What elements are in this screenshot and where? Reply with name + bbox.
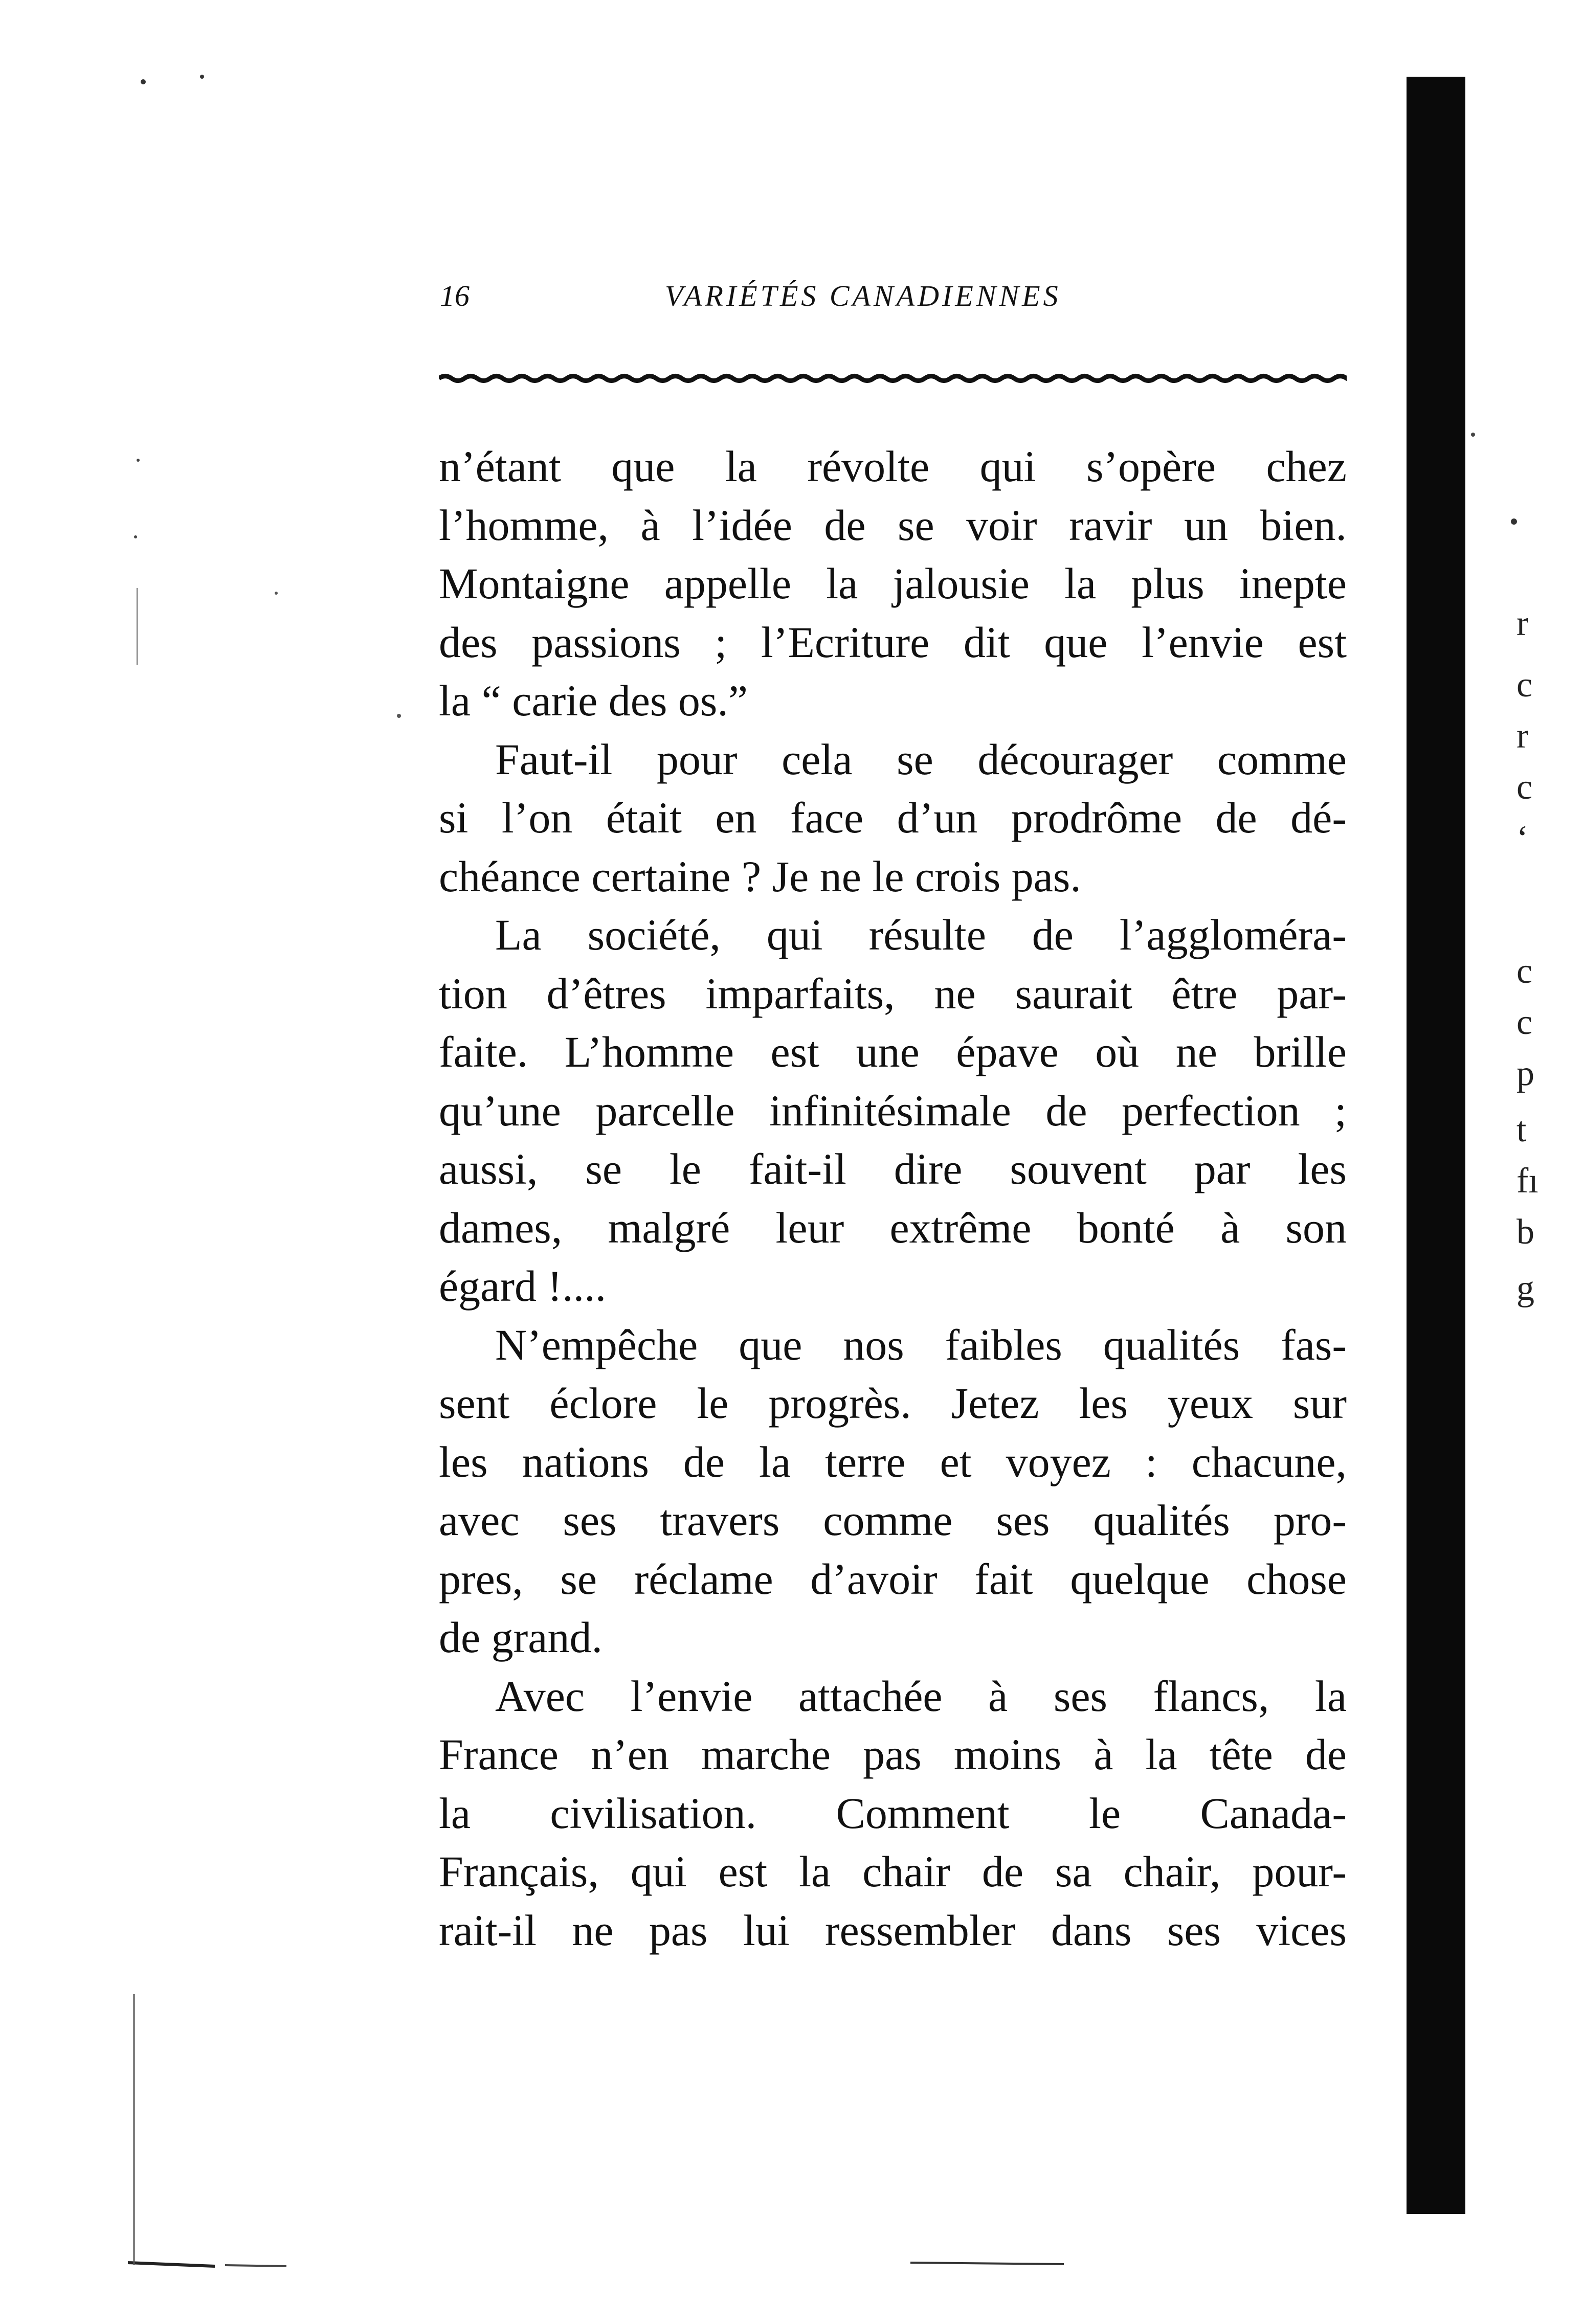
text-line: des passions ; l’Ecriture dit que l’envie est (439, 617, 1347, 667)
text-line: faite. L’homme est une épave où ne brille (439, 1027, 1347, 1076)
text-line: si l’on était en face d’un prodrôme de dé- (439, 793, 1347, 842)
text-line: égard !.... (439, 1261, 607, 1311)
text-line: pres, se réclame d’avoir fait quelque chose (439, 1554, 1347, 1604)
body-text (439, 437, 1347, 1959)
text-line: Montaigne appelle la jalousie la plus inepte (439, 559, 1347, 608)
page-number: 16 (440, 279, 470, 312)
text-line: chéance certaine ? Je ne le crois pas. (439, 851, 1081, 901)
bleed-letter: g (1516, 1269, 1534, 1308)
bleed-letter: t (1516, 1110, 1527, 1149)
text-line: la civilisation. Comment le Canada- (439, 1788, 1347, 1838)
text-line: sent éclore le progrès. Jetez les yeux sur (439, 1379, 1347, 1428)
running-title: VARIÉTÉS CANADIENNES (665, 279, 1061, 312)
text-line: Avec l’envie attachée à ses flancs, la (495, 1671, 1347, 1721)
text-line: les nations de la terre et voyez : chacune, (439, 1437, 1347, 1486)
bleed-letter: c (1516, 768, 1533, 807)
bleed-letter: r (1516, 604, 1529, 643)
bleed-letter: c (1516, 1003, 1533, 1042)
text-line: N’empêche que nos faibles qualités fas- (495, 1320, 1347, 1369)
text-line: Faut-il pour cela se décourager comme (495, 734, 1347, 784)
text-line: aussi, se le fait-il dire souvent par les (439, 1144, 1347, 1193)
bleed-letter: c (1516, 665, 1533, 705)
text-line: La société, qui résulte de l’aggloméra- (495, 910, 1347, 959)
text-line: tion d’êtres imparfaits, ne saurait être par- (439, 968, 1347, 1018)
bleed-letter: p (1516, 1054, 1534, 1093)
bleed-letter: fı (1516, 1161, 1538, 1201)
bleed-letter: r (1516, 716, 1529, 756)
binding-shadow (1407, 77, 1465, 2214)
bleed-letter: c (1516, 952, 1533, 991)
text-line: avec ses travers comme ses qualités pro- (439, 1496, 1347, 1545)
text-line: dames, malgré leur extrême bonté à son (439, 1203, 1347, 1252)
text-line: la “ carie des os.” (439, 676, 748, 725)
page-header (440, 279, 1350, 320)
wavy-rule-ornament (439, 368, 1347, 389)
bleed-letter: b (1516, 1212, 1534, 1252)
bleed-letter: ‘ (1516, 819, 1529, 858)
text-line: l’homme, à l’idée de se voir ravir un bien. (439, 500, 1347, 550)
text-line: France n’en marche pas moins à la tête de (439, 1730, 1347, 1779)
text-line: rait-il ne pas lui ressembler dans ses vices (439, 1905, 1347, 1955)
text-line: n’étant que la révolte qui s’opère chez (439, 442, 1347, 491)
text-line: de grand. (439, 1613, 603, 1662)
text-line: qu’une parcelle infinitésimale de perfection ; (439, 1086, 1347, 1135)
text-line: Français, qui est la chair de sa chair, pour- (439, 1847, 1347, 1896)
